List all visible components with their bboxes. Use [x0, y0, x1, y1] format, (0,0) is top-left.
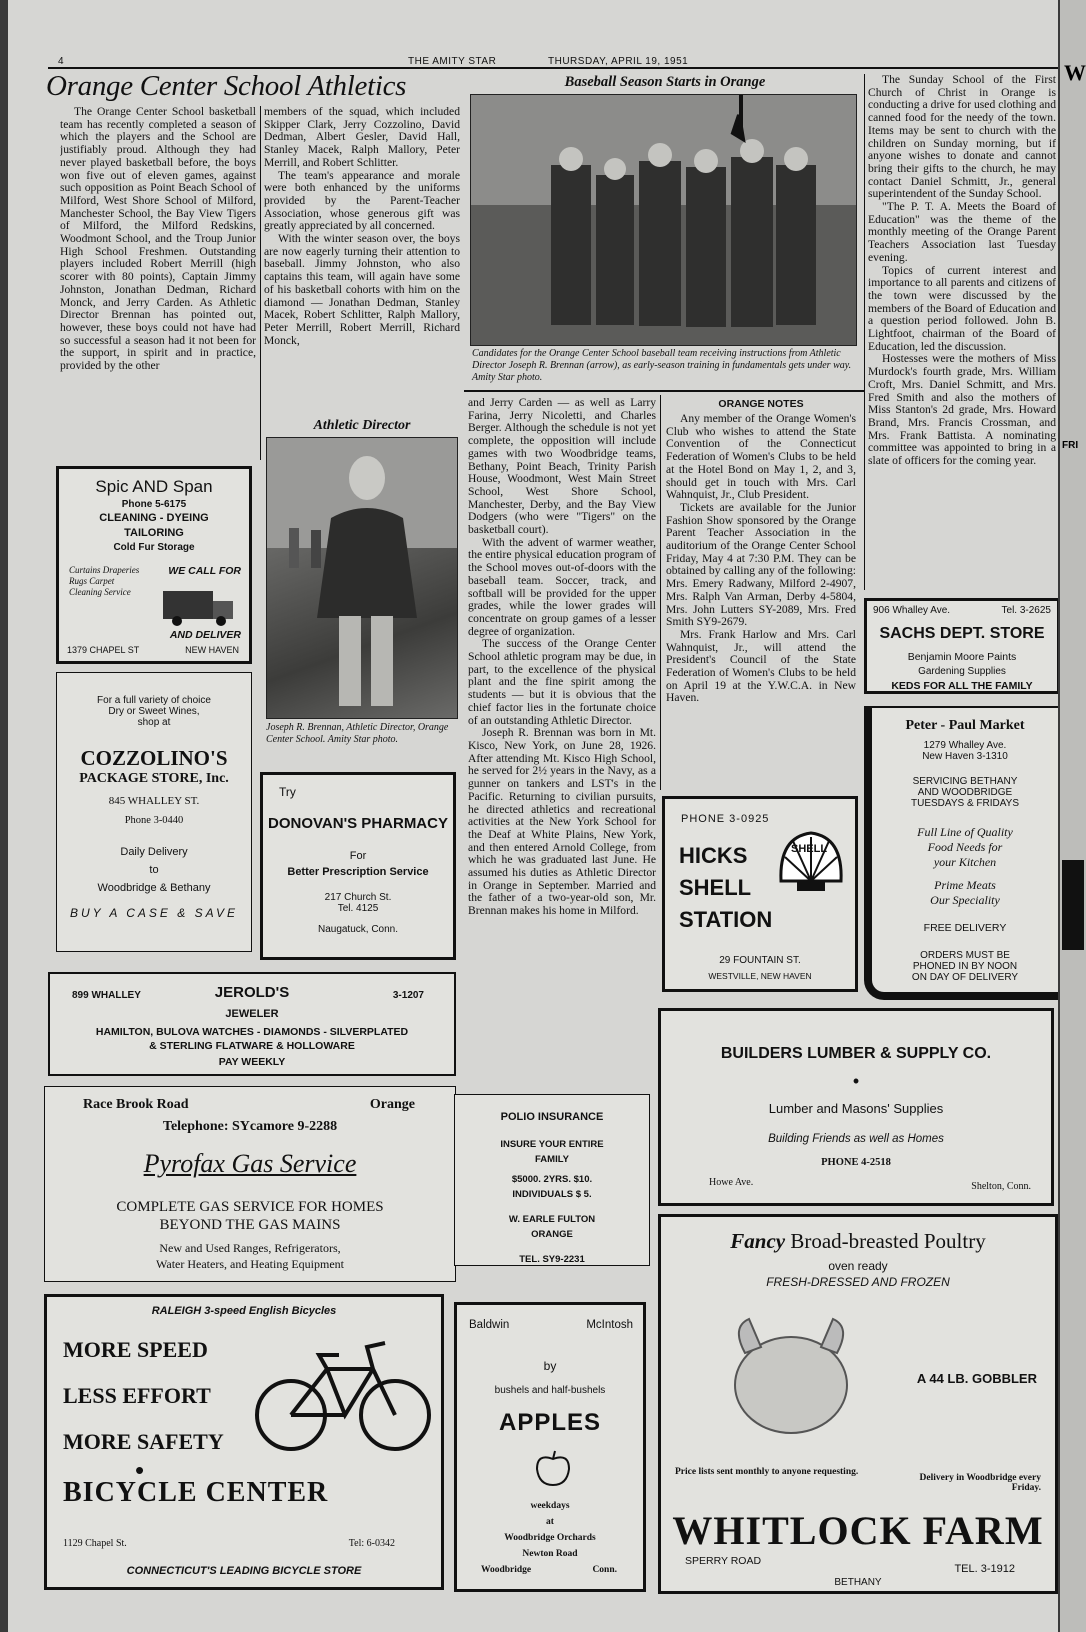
- ad-town: ORANGE: [531, 1229, 573, 1240]
- ad-address: 899 WHALLEY: [72, 990, 141, 1001]
- page-number: 4: [58, 56, 65, 67]
- ad-line: bushels and half-bushels: [494, 1385, 606, 1396]
- ad-line: Woodbridge & Bethany: [97, 882, 211, 894]
- issue-date: THURSDAY, APRIL 19, 1951: [548, 56, 689, 67]
- ad-phone: Tel: 6-0342: [348, 1538, 395, 1549]
- ad-name: SACHS DEPT. STORE: [879, 625, 1045, 642]
- ad-line: Price lists sent monthly to anyone requesting.: [675, 1467, 859, 1477]
- ad-line: Prime Meats: [934, 878, 996, 892]
- ad-address: 1379 CHAPEL ST: [67, 645, 140, 655]
- column-rule: [864, 74, 865, 590]
- ad-line: Gardening Supplies: [918, 666, 1006, 677]
- paper-name: THE AMITY STAR: [408, 56, 497, 67]
- ad-line: MORE SPEED: [63, 1337, 208, 1362]
- ad-address: 217 Church St.: [324, 892, 392, 903]
- ad-pyrofax-gas: [44, 1086, 456, 1282]
- ad-name: BICYCLE CENTER: [63, 1477, 329, 1508]
- ad-head-text: Broad-breasted Poultry: [790, 1229, 986, 1253]
- ad-builders-lumber: [658, 1008, 1054, 1206]
- ad-line: COMPLETE GAS SERVICE FOR HOMES: [116, 1199, 384, 1215]
- caption-director: Joseph R. Brennan, Athletic Director, Orange Center School. Amity Star photo.: [266, 722, 449, 745]
- baseball-group-illustration: [471, 95, 856, 345]
- ad-address: Howe Ave.: [709, 1177, 754, 1188]
- ad-name: APPLES: [498, 1409, 602, 1436]
- delivery-truck-icon: [159, 581, 239, 627]
- ad-city: NEW HAVEN: [185, 645, 239, 655]
- ad-name-2: SHELL: [679, 875, 752, 900]
- notes-paragraph: The Sunday School of the First Church of Christ in Orange is conducting a drive for used clothing and canned food for the needy of the town. Items may be sent to church with the children on Sunday morning, but if anyone wishes to donate and cannot bring their gifts to the church, he may contact Daniel Schmitt, Jr., general superintendent of the Sunday School.: [868, 74, 1056, 201]
- ad-city: Shelton, Conn.: [971, 1181, 1031, 1192]
- ad-line: your Kitchen: [933, 855, 997, 869]
- ad-city: WESTVILLE, NEW HAVEN: [708, 971, 812, 981]
- ad-line: Woodbridge: [481, 1565, 532, 1575]
- ad-cleaning-art: Curtains Draperies Rugs Carpet Cleaning Service: [69, 565, 140, 597]
- ad-spic-and-span: [56, 466, 252, 664]
- orange-notes-title: ORANGE NOTES: [718, 398, 804, 410]
- edge-label: FRI: [1062, 440, 1079, 451]
- ad-agent: W. EARLE FULTON: [508, 1214, 596, 1225]
- ad-sachs-dept-store: [864, 598, 1058, 694]
- headline-athletics: Orange Center School Athletics: [46, 70, 407, 102]
- ad-line: to: [149, 864, 159, 876]
- ad-line: Full Line of Quality: [917, 825, 1013, 839]
- orange-notes-column: [666, 413, 856, 791]
- ad-line: HAMILTON, BULOVA WATCHES - DIAMONDS - SILVERPLATED: [95, 1026, 409, 1038]
- ad-name: Pyrofax Gas Service: [143, 1149, 357, 1178]
- ad-phone: Telephone: SYcamore 9-2288: [162, 1119, 338, 1134]
- notes-paragraph: Any member of the Orange Women's Club who wishes to attend the State Convention of the Connecticut Federation of Women's Clubs to be held at the Hotel Bond on May 1, 2, and 3, should get in touch with Mrs. Carl Wahnquist, Jr., Club President.: [666, 413, 856, 502]
- article-column-3: [468, 397, 656, 1077]
- ad-phone: New Haven 3-1310: [922, 751, 1008, 762]
- ad-line: Benjamin Moore Paints: [907, 651, 1017, 663]
- article-paragraph: and Jerry Carden — as well as Larry Farina, Jerry Nicoletti, and Charles Berger. Although the schedule is not yet complete, the opposition will include games with two Woodbridge teams, Bethany, Point Beach, Trinity Parish House, Woodmont, West Main Street School, West Shore School, Manchester, Derby, and the Bay View Dodgers (who were "Tigers" on the basketball court).: [468, 397, 656, 537]
- ad-line: BEYOND THE GAS MAINS: [159, 1217, 341, 1233]
- article-paragraph: The Orange Center School basketball team has recently completed a season of which the players and the School are justifiably proud. Although they had never played basketball before, the boys won five out of eleven games, against such opposition as Point Beach School of Milford, West Shore School of Milford, Manchester School, the Bay View Tigers of Milford, the Milford Redskins, Woodmont School, and the Troup Junior High School Freshmen. Outstanding players included Robert Merrill (high scorer with 80 points), Captain Jimmy Johnston, Jonathan Dedman, Richard Monck, and Jerry Carden. As Athletic Director Brennan has pointed out, however, these boys could not have had so successful a season had it not been for the support, in spirit and in practice, provided by the other: [60, 106, 256, 373]
- edge-letter: W: [1064, 60, 1086, 85]
- ad-name: Spic AND Span: [95, 477, 213, 496]
- right-column-notes: [868, 74, 1056, 590]
- shell-logo-text: SHELL: [791, 843, 828, 855]
- ad-line: INDIVIDUALS $ 5.: [512, 1189, 592, 1200]
- ad-line: FREE DELIVERY: [923, 922, 1007, 934]
- ad-town: Orange: [369, 1097, 415, 1112]
- ad-cozzolinos: [56, 672, 252, 952]
- caption-baseball: Candidates for the Orange Center School baseball team receiving instructions from Athletic Director Joseph R. Brennan (arrow), as early-season training in fundamentals gets under way. Amity Star photo.: [472, 348, 852, 383]
- ad-bullet: •: [135, 1455, 145, 1485]
- ad-slogan: CONNECTICUT'S LEADING BICYCLE STORE: [126, 1565, 362, 1577]
- ad-line: Dry or Sweet Wines,: [108, 706, 200, 717]
- ad-whitlock-farm: [658, 1214, 1058, 1594]
- ad-line: KEDS FOR ALL THE FAMILY: [891, 680, 1033, 692]
- header-rule: [48, 67, 1058, 69]
- ad-line: For a full variety of choice: [97, 695, 211, 706]
- ad-headline: [661, 1229, 1055, 1254]
- ad-phone: Phone 5-6175: [121, 499, 187, 510]
- ad-line: PAY WEEKLY: [218, 1056, 286, 1068]
- ad-name: BUILDERS LUMBER & SUPPLY CO.: [720, 1045, 992, 1062]
- ad-address: 1129 Chapel St.: [63, 1538, 127, 1549]
- ad-phone: Tel. 4125: [337, 903, 379, 914]
- ad-name: JEROLD'S: [214, 984, 290, 1001]
- ad-bullet: •: [852, 1071, 860, 1091]
- article-paragraph: members of the squad, which included Skipper Clark, Jerry Cozzolino, David Dedman, Albert Gesler, David Hall, Stanley Macek, Ralph Mallory, Peter Merrill, and Robert Schlitter.: [264, 106, 460, 169]
- ad-line: Lumber and Masons' Supplies: [768, 1101, 944, 1116]
- ad-line: TAILORING: [124, 527, 184, 539]
- ad-line: LESS EFFORT: [63, 1383, 211, 1408]
- apple-icon: [533, 1449, 573, 1489]
- turkey-icon: [721, 1313, 861, 1443]
- ad-name: WHITLOCK FARM: [672, 1508, 1044, 1553]
- ad-line: $5000. 2YRS. $10.: [511, 1174, 593, 1185]
- ad-line: ORDERS MUST BE: [920, 950, 1010, 961]
- ad-line: PHONED IN BY NOON: [912, 961, 1018, 972]
- ad-line: at: [546, 1517, 554, 1527]
- ad-line: shop at: [137, 717, 171, 728]
- ad-phone: Tel. 3-2625: [1001, 605, 1051, 616]
- photo-baseball-team: [470, 94, 857, 346]
- ad-line: McIntosh: [586, 1319, 633, 1331]
- ad-name: DONOVAN'S PHARMACY: [268, 815, 448, 832]
- ad-deliver-text: AND DELIVER: [169, 629, 241, 641]
- ad-address: 906 Whalley Ave.: [873, 605, 951, 616]
- ad-line: Try: [279, 785, 296, 799]
- newspaper-page: [8, 0, 1058, 1632]
- ad-slogan: BUY A CASE & SAVE: [70, 906, 238, 920]
- ad-line: Woodbridge Orchards: [504, 1533, 596, 1543]
- ad-fancy-text: Fancy: [730, 1229, 786, 1253]
- ad-phone: TEL. SY9-2231: [519, 1254, 585, 1265]
- ad-line: & STERLING FLATWARE & HOLLOWARE: [149, 1040, 355, 1052]
- ad-address: 1279 Whalley Ave.: [923, 740, 1007, 751]
- ad-line: For: [349, 850, 367, 862]
- edge-block: [1062, 860, 1084, 950]
- ad-line: SERVICING BETHANY: [912, 776, 1018, 787]
- director-figure-illustration: [267, 438, 457, 718]
- notes-paragraph: Tickets are available for the Junior Fashion Show sponsored by the Orange Parent Teacher Association in the auditorium of the Orange Center School Friday, May 4 at 7:30 P.M. They can be obtained by calling any of the following: Mrs. Emery Radwany, Milford 2-4907, Mrs. Ralph Van Arman, Derby 4-5804, Mrs. John Lutters SY-2089, Mrs. Fred Smith SY9-2679.: [666, 500, 856, 629]
- ad-line: New and Used Ranges, Refrigerators,: [159, 1241, 341, 1255]
- ad-subname: PACKAGE STORE, Inc.: [79, 771, 229, 786]
- ad-line: A 44 LB. GOBBLER: [916, 1371, 1037, 1386]
- ad-line: Our Speciality: [930, 893, 1000, 907]
- ad-line: Cold Fur Storage: [113, 542, 195, 553]
- ad-line: AND WOODBRIDGE: [917, 787, 1013, 798]
- ad-peter-paul-market: [864, 706, 1058, 1000]
- ad-line: RALEIGH 3-speed English Bicycles: [151, 1305, 337, 1317]
- photo-heading-baseball: Baseball Season Starts in Orange: [564, 74, 766, 90]
- ad-line: weekdays: [530, 1501, 570, 1511]
- ad-address: SPERRY ROAD: [685, 1555, 762, 1567]
- ad-line: Better Prescription Service: [287, 866, 429, 878]
- column-rule: [660, 395, 661, 790]
- ad-line: INSURE YOUR ENTIRE: [500, 1139, 604, 1150]
- ad-line: Daily Delivery: [120, 846, 188, 858]
- ad-line: Food Needs for: [927, 840, 1003, 854]
- article-column-2: [264, 106, 460, 415]
- ad-line: by: [543, 1359, 557, 1373]
- ad-town: BETHANY: [834, 1577, 882, 1588]
- notes-paragraph: Hostesses were the mothers of Miss Murdock's fourth grade, Mrs. William Croft, Mrs. Daniel Schmitt, and Mrs. Fred Smith and also the mothers of Miss Stanton's 2d grade, Mrs. Howard Brand, Mrs. Francis Crossman, and Mrs. Frank Battista. A nominating committee was appointed to bring in a slate of officers for the coming year.: [868, 352, 1056, 468]
- notes-paragraph: Topics of current interest and importance to all parents and citizens of the town were discussed by the members of the Board of Education and a question period followed. John B. Lightfoot, chairman of the Board of Education, led the discussion.: [868, 263, 1056, 353]
- photo-rule: [464, 390, 864, 392]
- ad-bicycle-center: [44, 1294, 444, 1590]
- photo-heading-director: Athletic Director: [313, 418, 411, 433]
- bicycle-icon: [253, 1329, 433, 1459]
- ad-address: 29 FOUNTAIN ST.: [719, 955, 801, 966]
- ad-line: Conn.: [592, 1565, 617, 1575]
- ad-donovans-pharmacy: [260, 772, 456, 960]
- notes-paragraph: "The P. T. A. Meets the Board of Education" was the theme of the monthly meeting of the Orange Parent Teachers Association last Tuesday evening.: [868, 200, 1056, 264]
- article-paragraph: With the winter season over, the boys are now eagerly turning their attention to baseball. Jimmy Johnston, who also captains this team, will again have some of his basketball cohorts with him on the diamond — Jonathan Dedman, Stanley Macek, Robert Schlitter, Ralph Mallory, Peter Merrill, Robert Merrill, Richard Monck,: [264, 232, 460, 347]
- article-column-1: [60, 106, 256, 460]
- ad-jerolds-jeweler: [48, 972, 456, 1076]
- ad-line: ON DAY OF DELIVERY: [911, 972, 1019, 983]
- shell-logo-icon: [775, 827, 847, 899]
- ad-line: Delivery in Woodbridge every Friday.: [919, 1473, 1041, 1493]
- photo-athletic-director: [266, 437, 458, 719]
- ad-address: 845 WHALLEY ST.: [108, 795, 200, 807]
- ad-name-3: STATION: [679, 907, 773, 932]
- ad-line: Baldwin: [469, 1319, 510, 1331]
- ad-line: oven ready: [828, 1259, 888, 1273]
- ad-apples: [454, 1302, 646, 1592]
- article-paragraph: The success of the Orange Center School athletic program may be due, in part, to the excellence of the physical plant and the fine spirit among the students — but it is obvious that the chief factor lies in the fortunate choice of an outstanding Athletic Director.: [468, 637, 656, 727]
- ad-call-text: WE CALL FOR: [168, 565, 241, 577]
- ad-line: TUESDAYS & FRIDAYS: [911, 798, 1019, 809]
- ad-phone: PHONE 4-2518: [821, 1157, 891, 1168]
- ad-name: POLIO INSURANCE: [500, 1111, 604, 1123]
- ad-address: Race Brook Road: [83, 1097, 189, 1112]
- ad-phone: 3-1207: [392, 990, 424, 1001]
- ad-phone: TEL. 3-1912: [954, 1563, 1015, 1575]
- article-paragraph: Joseph R. Brennan was born in Mt. Kisco, New York, on June 28, 1926. After attending Mt. Kisco High School, he served for 2½ years in the Navy, as a gunner on tankers and LST's in the Pacific. Returning to civilian pursuits, he directed athletics and recreational activities at the New York School for the Deaf at White Plains, New York, and then entered Arnold College, from which he was graduated last June. He assumed his duties as Athletic Director in Orange in September. Married and the father of a two-year-old son, Mr. Brennan makes his home in Milford.: [468, 726, 656, 918]
- ad-phone: PHONE 3-0925: [681, 813, 770, 825]
- ad-hicks-shell-station: [662, 796, 858, 992]
- article-paragraph: With the advent of warmer weather, the entire physical education program of the School moves out-of-doors with the baseball team. Soccer, track, and softball will be provided for the upper grades, while the lower grades will concentrate on group games of a lesser degree of organization.: [468, 535, 656, 638]
- ad-name: Peter - Paul Market: [905, 718, 1025, 733]
- ad-line: CLEANING - DYEING: [99, 512, 209, 524]
- ad-line: Building Friends as well as Homes: [768, 1133, 944, 1145]
- ad-line: Water Heaters, and Heating Equipment: [156, 1257, 344, 1271]
- ad-city: Naugatuck, Conn.: [317, 924, 399, 935]
- ad-name-1: HICKS: [679, 843, 748, 868]
- ad-line: MORE SAFETY: [63, 1429, 224, 1454]
- notes-paragraph: Mrs. Frank Harlow and Mrs. Carl Wahnquist, Jr., will attend the President's Council of the State Federation of Women's Clubs to be held on April 19 at the Y.W.C.A. in New Haven.: [666, 627, 856, 705]
- column-rule: [260, 106, 261, 460]
- ad-line: JEWELER: [225, 1008, 279, 1020]
- ad-line: Newton Road: [522, 1549, 578, 1559]
- ad-name: COZZOLINO'S: [80, 746, 228, 770]
- ad-line: FAMILY: [535, 1154, 569, 1165]
- adjacent-page-edge: [1060, 0, 1086, 1632]
- ad-polio-insurance: [454, 1094, 650, 1266]
- article-paragraph: The team's appearance and morale were both enhanced by the uniforms provided by the Parent-Teacher Association, whose generous gift was greatly appreciated by all concerned.: [264, 168, 460, 233]
- ad-line: FRESH-DRESSED AND FROZEN: [766, 1275, 950, 1289]
- ad-phone: Phone 3-0440: [124, 815, 184, 826]
